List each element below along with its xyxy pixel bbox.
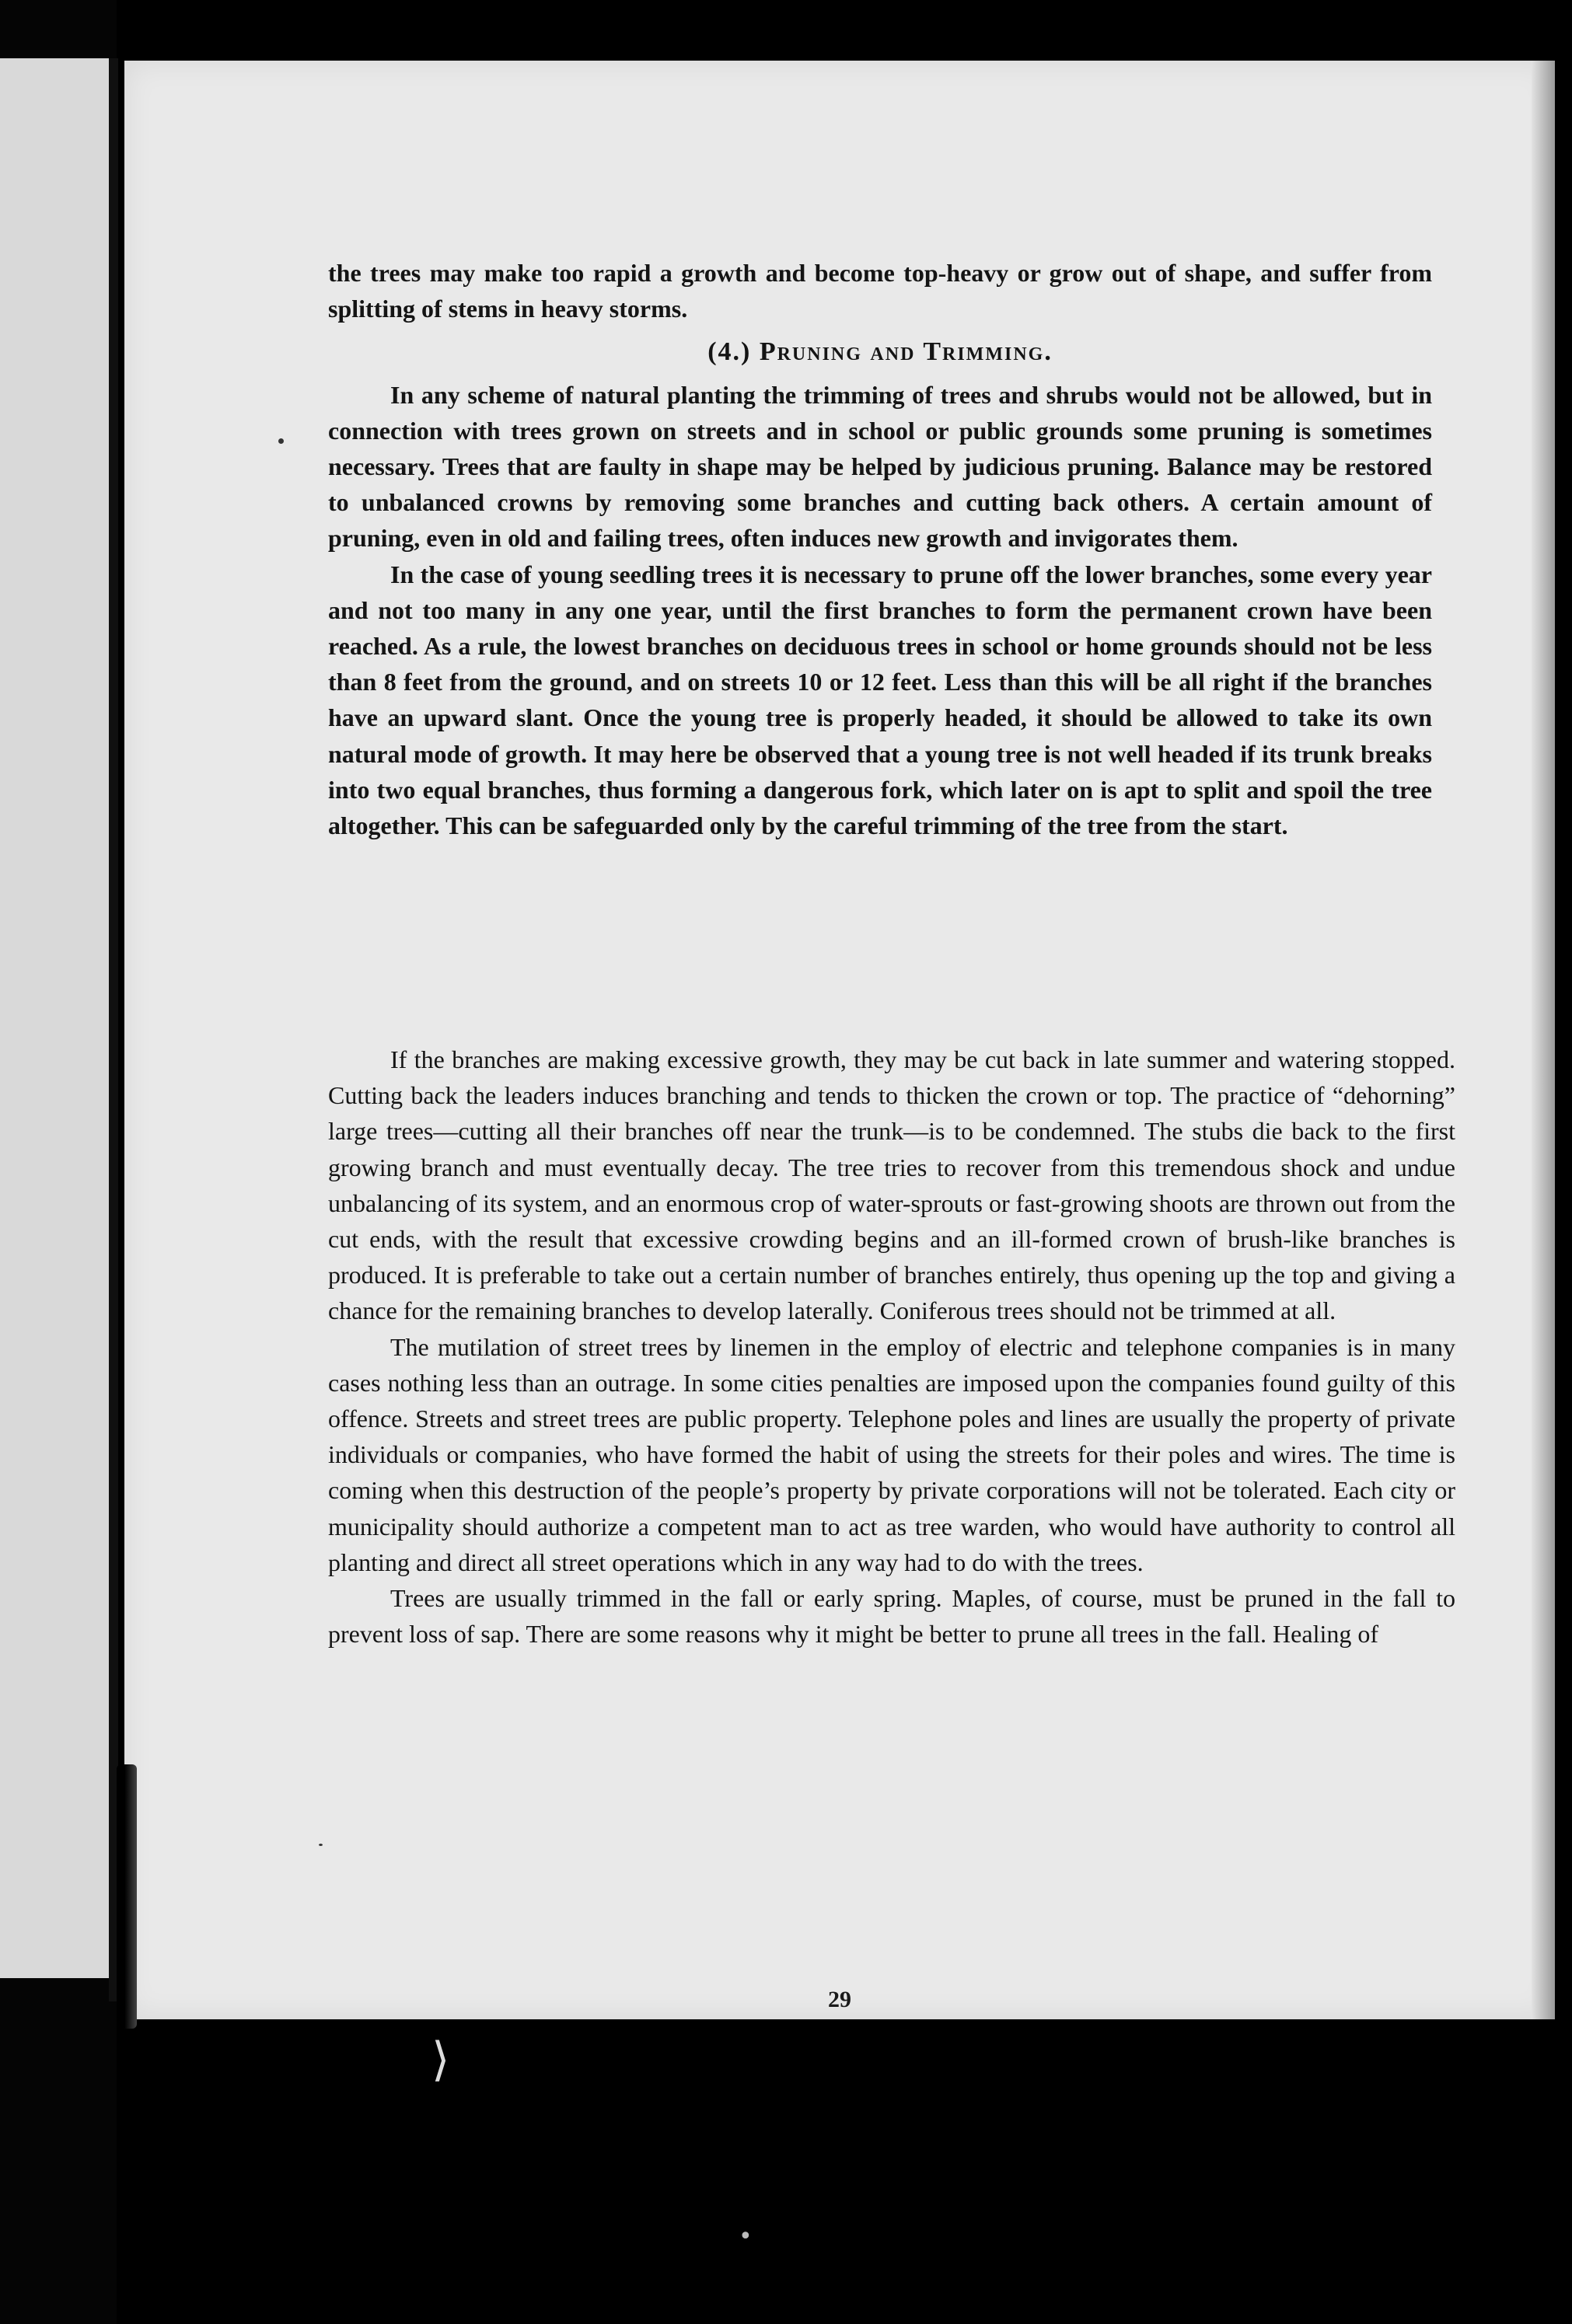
page-binding bbox=[109, 58, 118, 2001]
paragraph-intro: In any scheme of natural planting the trimming of trees and shrubs would not be allowed, but in connection with trees grown on streets and in school or public grounds some pruning is sometimes necessary. Trees that are faulty in shape may be helped by judicious pruning. Balance may be restored to unbalanced crowns by removing some branches and cutting back others. A certain amount of pruning, even in old and failing trees, often induces new growth and invigorates them. bbox=[328, 380, 1432, 553]
section-heading: (4.) Pruning and Trimming. bbox=[707, 337, 1053, 367]
book-page bbox=[124, 61, 1555, 2019]
page-text-regular bbox=[328, 1042, 1455, 1652]
page-number: 29 bbox=[828, 1987, 851, 2012]
facing-page-edge bbox=[0, 58, 115, 1978]
scan-mark: ⟩ bbox=[431, 2033, 450, 2087]
page-edge-shadow bbox=[1532, 61, 1555, 2019]
continued-paragraph: the trees may make too rapid a growth and become top-heavy or grow out of shape, and suffer from splitting of stems in heavy storms. bbox=[328, 259, 1432, 323]
paragraph-mutilation: The mutilation of street trees by linemen in the employ of electric and telephone companies is in many cases nothing less than an outrage. In some cities penalties are imposed upon the companies found guilty of this offence. Streets and street trees are public property. Telephone poles and lines are usually the property of private individuals or companies, who have formed the habit of using the streets for their poles and wires. The time is coming when this destruction of the people’s property by private corporations will not be tolerated. Each city or municipality should authorize a competent man to act as tree warden, who would have authority to control all planting and direct all street operations which in any way had to do with the trees. bbox=[328, 1332, 1455, 1576]
scan-blot bbox=[117, 1764, 137, 2029]
margin-dot bbox=[278, 438, 284, 444]
page-text bbox=[328, 255, 1432, 843]
scan-mark: • bbox=[739, 2223, 753, 2250]
paragraph-seedlings: In the case of young seedling trees it is necessary to prune off the lower branches, some every year and not too many in any one year, until the first branches to form the permanent crown have been reached. As a rule, the lowest branches on deciduous trees in school or home grounds should not be less than 8 feet from the ground, and on streets 10 or 12 feet. Less than this will be all right if the branches have an upward slant. Once the young tree is properly headed, it should be allowed to take its own natural mode of growth. It may here be observed that a young tree is not well headed if its trunk breaks into two equal branches, thus forming a dangerous fork, which later on is apt to split and spoil the tree altogether. This can be safeguarded only by the careful trimming of the tree from the start. bbox=[328, 560, 1432, 840]
margin-dot bbox=[319, 1844, 323, 1846]
paragraph-excessive-growth: If the branches are making excessive growth, they may be cut back in late summer and watering stopped. Cutting back the leaders induces branching and tends to thicken the crown or top. The practice of “dehorning” large trees—cutting all their branches off near the trunk—is to be condemned. The stubs die back to the first growing branch and must eventually decay. The tree tries to recover from this tremendous shock and undue unbalancing of its system, and an enormous crop of water-sprouts or fast-growing shoots are thrown out from the cut ends, with the result that excessive crowding begins and an ill-formed crown of brush-like branches is produced. It is preferable to take out a certain number of branches entirely, thus opening up the top and giving a chance for the remaining branches to develop laterally. Coniferous trees should not be trimmed at all. bbox=[328, 1045, 1455, 1325]
paragraph-timing: Trees are usually trimmed in the fall or early spring. Maples, of course, must be pruned in the fall to prevent loss of sap. There are some reasons why it might be better to prune all trees in the fall. Healing of bbox=[328, 1584, 1455, 1649]
